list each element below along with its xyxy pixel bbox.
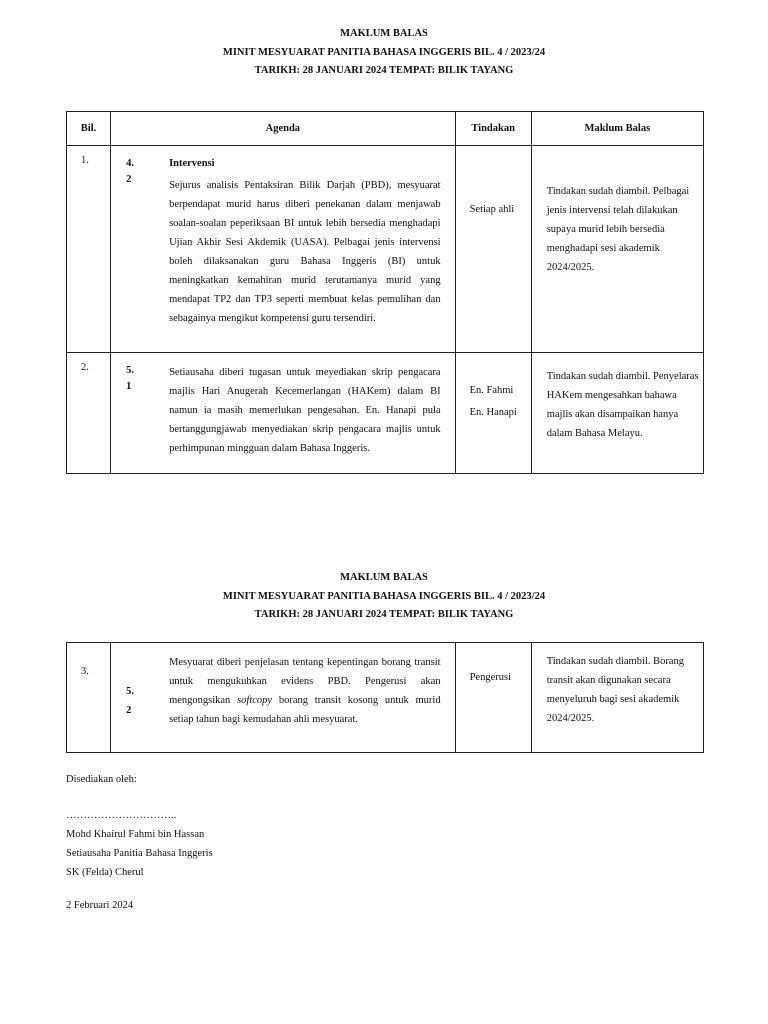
- agenda-text-part: Mesyuarat diberi penjelasan tentang kepentingan borang transit untuk mengukuhkan evidens PBD. Pengerusi akan mengongsikan: [169, 657, 441, 706]
- header-page-1: [0, 25, 768, 81]
- col-header-tindakan: Tindakan: [455, 112, 531, 146]
- agenda-number: [126, 363, 169, 458]
- agenda-number: [126, 156, 169, 328]
- row-bil: 3.: [67, 643, 111, 753]
- agenda-number-major: 4.: [126, 158, 134, 169]
- doc-subtitle: MINIT MESYUARAT PANITIA BAHASA INGGERIS BIL. 4 / 2023/24: [222, 590, 546, 602]
- row-agenda: [111, 643, 456, 753]
- table-row: [67, 643, 704, 753]
- doc-subtitle: MINIT MESYUARAT PANITIA BAHASA INGGERIS BIL. 4 / 2023/24: [222, 46, 546, 58]
- agenda-number-major: 5.: [126, 686, 134, 697]
- tindakan-person-1: En. Fahmi: [469, 385, 514, 396]
- agenda-text: [169, 653, 441, 729]
- row-agenda: [111, 146, 456, 353]
- row-tindakan: Pengerusi: [455, 643, 531, 753]
- table-row: [67, 353, 704, 474]
- row-tindakan: Setiap ahli: [455, 146, 531, 353]
- agenda-number-minor: 2: [126, 174, 132, 185]
- doc-date-line: TARIKH: 28 JANUARI 2024 TEMPAT: BILIK TAYANG: [254, 65, 514, 76]
- doc-title: MAKLUM BALAS: [340, 572, 428, 583]
- row-maklum-balas: Tindakan sudah diambil. Penyelaras HAKem mengesahkan bahawa majlis akan disampaikan hanya dalam Bahasa Melayu.: [531, 353, 703, 474]
- col-header-bil: Bil.: [67, 112, 111, 146]
- tindakan-person-2: En. Hanapi: [469, 407, 517, 418]
- minutes-table-2: [66, 642, 704, 753]
- agenda-text-part: borang transit kosong untuk murid setiap tahun bagi kemudahan ahli mesyuarat.: [169, 695, 441, 725]
- row-bil: 1.: [67, 146, 111, 353]
- document-date: 2 Februari 2024: [66, 900, 134, 911]
- signatory-role: Setiausaha Panitia Bahasa Inggeris: [66, 848, 213, 859]
- col-header-maklum-balas: Maklum Balas: [531, 112, 703, 146]
- signatory-name: Mohd Khairul Fahmi bin Hassan: [66, 829, 205, 840]
- row-maklum-balas: Tindakan sudah diambil. Pelbagai jenis intervensi telah dilakukan supaya murid lebih bersedia menghadapi sesi akademik 2024/2025.: [531, 146, 703, 353]
- row-maklum-balas: Tindakan sudah diambil. Borang transit akan digunakan secara menyeluruh bagi sesi akademik 2024/2025.: [531, 643, 703, 753]
- agenda-text: Sejurus analisis Pentaksiran Bilik Darjah (PBD), mesyuarat berpendapat murid harus diberi penekanan dalam menjawab soalan-soalan peperiksaan BI untuk lebih bersedia menghadapi Ujian Akhir Sesi Akdemik (UASA). Pelbagai jenis intervensi boleh dilaksanakan guru Bahasa Inggeris (BI) untuk meningkatkan kemahiran murid terutamanya murid yang mendapat TP2 dan TP3 seperti membuat kelas pemulihan dan sebagainya mengikut kompetensi guru tersendiri.: [169, 180, 441, 324]
- minutes-table-1: [66, 111, 704, 474]
- agenda-number-minor: 2: [126, 705, 132, 716]
- row-agenda: [111, 353, 456, 474]
- table-header-row: [67, 112, 704, 146]
- signatory-school: SK (Felda) Cherul: [66, 867, 144, 878]
- signature-line: …………………………..: [66, 810, 177, 821]
- agenda-number: [126, 653, 169, 729]
- agenda-number-major: 5.: [126, 365, 134, 376]
- col-header-agenda: Agenda: [111, 112, 456, 146]
- doc-date-line: TARIKH: 28 JANUARI 2024 TEMPAT: BILIK TAYANG: [254, 609, 514, 620]
- agenda-text-italic: softcopy: [237, 695, 273, 706]
- agenda-number-minor: 1: [126, 381, 132, 392]
- header-page-2: [0, 569, 768, 625]
- agenda-text: Setiausaha diberi tugasan untuk meyediakan skrip pengacara majlis Hari Anugerah Kecemerlangan (HAKem) dalam BI namun ia masih memerlukan pengesahan. En. Hanapi pula bertanggungjawab menyediakan skrip pengacara majlis untuk perhimpunan mingguan dalam Bahasa Inggeris.: [169, 367, 441, 454]
- table-row: [67, 146, 704, 353]
- row-bil: 2.: [67, 353, 111, 474]
- doc-title: MAKLUM BALAS: [340, 28, 428, 39]
- signature-block: [66, 770, 213, 915]
- row-tindakan: [455, 353, 531, 474]
- agenda-title: Intervensi: [169, 158, 215, 169]
- prepared-by-label: Disediakan oleh:: [66, 774, 137, 785]
